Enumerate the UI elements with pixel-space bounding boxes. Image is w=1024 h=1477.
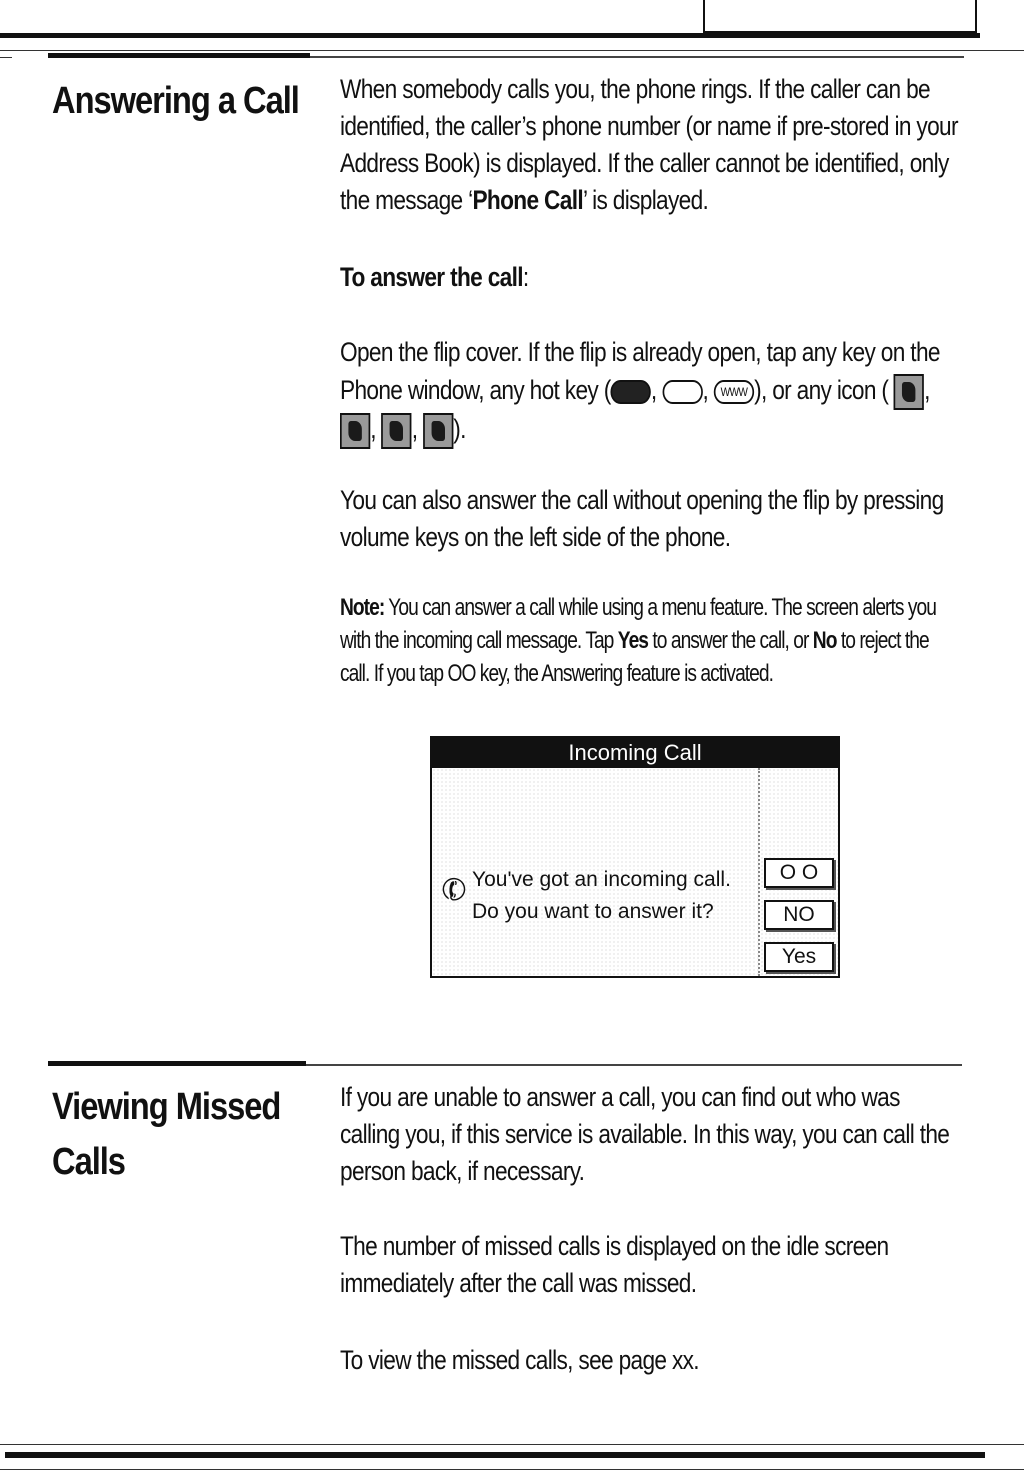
phone-call-label: Phone Call [472,185,583,215]
www-hotkey-icon: WWW [714,380,754,404]
section-rule-thick [48,53,310,58]
answering-key-icon: OO [447,660,476,687]
phone-handset-icon: ✆ [436,870,472,911]
header-rule [0,33,980,38]
section-heading-answering: Answering a Call [52,80,299,122]
incoming-call-dialog [430,736,840,978]
header-thin-rule [0,50,1024,51]
missed-para-2: The number of missed calls is displayed on the idle screen immediately after the call was missed. [340,1231,889,1298]
note-paragraph: Note: You can answer a call while using a menu feature. The screen alerts you with the incoming call message. Tap Yes to answer the call, or No to reject the call. If you tap OO key, the Answering feature is activated. [340,594,936,687]
answer-steps: Open the flip cover. If the flip is already open, tap any key on the Phone window, any hot key ( , , WWW ), or any icon ( , , , ). [340,333,962,449]
footer-thin-rule-bottom [0,1469,1024,1470]
dialog-title: Incoming Call [432,738,838,768]
dialog-button-column [758,768,840,976]
header-box [703,0,977,33]
header-tick [0,57,12,58]
note-label: Note: [340,594,385,621]
contact-hotkey-icon [662,380,702,404]
footer-thin-rule-top [0,1444,1024,1445]
answering-intro: When somebody calls you, the phone rings. If the caller can be identified, the caller’s phone number (or name if pre-stored in your Address Book) is displayed. If the caller cannot be identified, only the message ‘Phone Call’ is displayed. [340,74,958,215]
yes-button[interactable]: Yes [764,942,834,972]
dialog-message: You've got an incoming call. Do you want to answer it? [472,868,731,923]
phone-hotkey-icon [611,380,651,404]
section-rule-thick-2 [48,1061,306,1066]
phone-app-icon [894,374,924,410]
volume-key-text: You can also answer the call without opening the flip by pressing volume keys on the left side of the phone. [340,485,944,552]
no-button[interactable]: NO [764,900,834,930]
footer-rule [5,1452,985,1458]
section-rule-thin [310,56,964,58]
section-rule-thin-2 [306,1064,962,1066]
section-heading-missed: Viewing Missed Calls [52,1086,281,1183]
answering-machine-button[interactable]: O O [764,858,834,888]
search-app-icon [423,413,453,449]
missed-para-1: If you are unable to answer a call, you can find out who was calling you, if this service is available. In this way, you can call the person back, if necessary. [340,1082,950,1186]
missed-para-3: To view the missed calls, see page xx. [340,1345,699,1375]
contacts-app-icon [340,413,370,449]
answer-subheading: To answer the call: [340,262,529,292]
messages-app-icon [382,413,412,449]
